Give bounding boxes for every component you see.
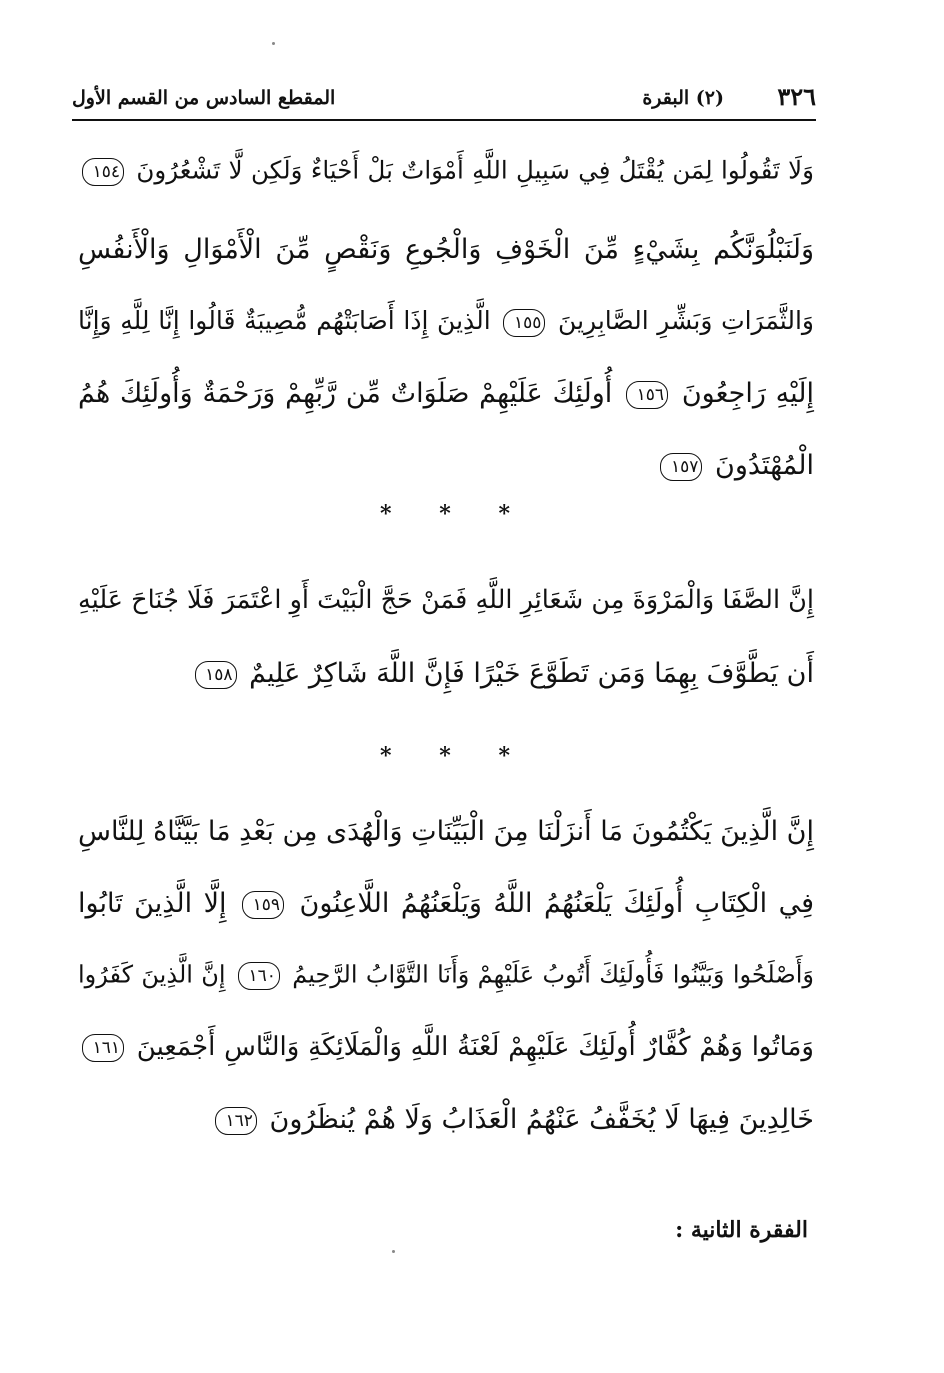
verse-text: الَّذِينَ إِذَا أَصَابَتْهُم مُّصِيبَةٌ قَالُوا إِنَّا لِلَّهِ وَإِنَّا (78, 306, 491, 335)
verse-line (78, 1034, 814, 1106)
verse-text: وَمَاتُوا وَهُمْ كُفَّارٌ أُولَئِكَ عَلَيْهِمْ لَعْنَةُ اللَّهِ وَالْمَلَائِكَةِ وَالنَّاسِ أَجْمَعِينَ (136, 1032, 814, 1062)
verse-line (78, 962, 814, 1034)
verse-text: أُولَئِكَ عَلَيْهِمْ صَلَوَاتٌ مِّن رَّبِّهِمْ وَرَحْمَةٌ وَأُولَئِكَ هُمُ (78, 378, 613, 409)
verse-block-3 (78, 818, 814, 1146)
verse-text: إِنَّ الَّذِينَ كَفَرُوا (78, 960, 226, 989)
verse-line (78, 585, 814, 660)
separator-star: * (498, 743, 510, 769)
verse-text: إِنَّ الصَّفَا وَالْمَرْوَةَ مِن شَعَائِرِ اللَّهِ فَمَنْ حَجَّ الْبَيْتَ أَوِ اعْتَمَرَ فَلَا جُنَاحَ عَلَيْهِ (78, 585, 814, 615)
verse-text: خَالِدِينَ فِيهَا لَا يُخَفَّفُ عَنْهُمُ الْعَذَابُ وَلَا هُمْ يُنظَرُونَ (269, 1104, 814, 1135)
verse-text: وَأَصْلَحُوا وَبَيَّنُوا فَأُولَئِكَ أَتُوبُ عَلَيْهِمْ وَأَنَا التَّوَّابُ الرَّحِيمُ (292, 960, 814, 989)
scan-speck (272, 42, 275, 45)
verse-line (78, 890, 814, 962)
ayah-number-marker: ١٥٥ (503, 309, 545, 337)
verse-text: وَلَا تَقُولُوا لِمَن يُقْتَلُ فِي سَبِيلِ اللَّهِ أَمْوَاتٌ بَلْ أَحْيَاءٌ وَلَكِن لَّا تَشْعُرُونَ (136, 155, 814, 185)
verse-text: وَلَنَبْلُوَنَّكُم بِشَيْءٍ مِّنَ الْخَوْفِ وَالْجُوعِ وَنَقْصٍ مِّنَ الْأَمْوَالِ وَالْأَنفُسِ (78, 234, 814, 265)
separator-star: * (498, 501, 510, 527)
ayah-number-marker: ١٥٦ (626, 381, 668, 409)
verse-line (78, 155, 814, 236)
ayah-number-marker: ١٥٩ (242, 891, 284, 919)
ayah-number-marker: ١٦١ (82, 1034, 124, 1062)
section-title: المقطع السادس من القسم الأول (72, 87, 336, 109)
verse-block-1 (78, 155, 815, 492)
surah-label: (٢) البقرة (642, 87, 724, 109)
verse-text: إِنَّ الَّذِينَ يَكْتُمُونَ مَا أَنزَلْنَا مِنَ الْبَيِّنَاتِ وَالْهُدَى مِن بَعْدِ مَا بَيَّنَّاهُ لِلنَّاسِ (78, 816, 814, 847)
separator-star: * (380, 743, 392, 769)
header-divider (72, 119, 816, 121)
verse-text: إِلَيْهِ رَاجِعُونَ (681, 378, 815, 409)
ayah-number-marker: ١٥٨ (195, 661, 237, 689)
section-separator (380, 745, 510, 767)
verse-line (78, 236, 814, 308)
verse-line (78, 818, 814, 890)
verse-line (78, 1106, 814, 1146)
ayah-number-marker: ١٦٢ (215, 1107, 257, 1135)
scan-speck (392, 1250, 395, 1253)
page-header (72, 80, 816, 116)
verse-text: وَالثَّمَرَاتِ وَبَشِّرِ الصَّابِرِينَ (558, 306, 814, 335)
verse-text: إِلَّا الَّذِينَ تَابُوا (78, 888, 227, 919)
verse-text: فِي الْكِتَابِ أُولَئِكَ يَلْعَنُهُمُ اللَّهُ وَيَلْعَنُهُمُ اللَّاعِنُونَ (299, 888, 814, 919)
verse-line (78, 660, 814, 700)
verse-line (78, 380, 814, 452)
verse-text: الْمُهْتَدُونَ (715, 450, 814, 481)
section-separator (380, 503, 510, 525)
subheading: الفقرة الثانية : (675, 1217, 808, 1243)
ayah-number-marker: ١٥٤ (82, 158, 124, 186)
separator-star: * (439, 743, 451, 769)
verse-text: أَن يَطَّوَّفَ بِهِمَا وَمَن تَطَوَّعَ خَيْرًا فَإِنَّ اللَّهَ شَاكِرٌ عَلِيمٌ (249, 658, 814, 689)
ayah-number-marker: ١٥٧ (660, 453, 702, 481)
separator-star: * (380, 501, 392, 527)
separator-star: * (439, 501, 451, 527)
page-number: ٣٢٦ (777, 82, 816, 111)
verse-line (78, 308, 814, 380)
ayah-number-marker: ١٦٠ (238, 962, 280, 990)
verse-block-2 (78, 585, 814, 700)
verse-line (78, 452, 814, 492)
